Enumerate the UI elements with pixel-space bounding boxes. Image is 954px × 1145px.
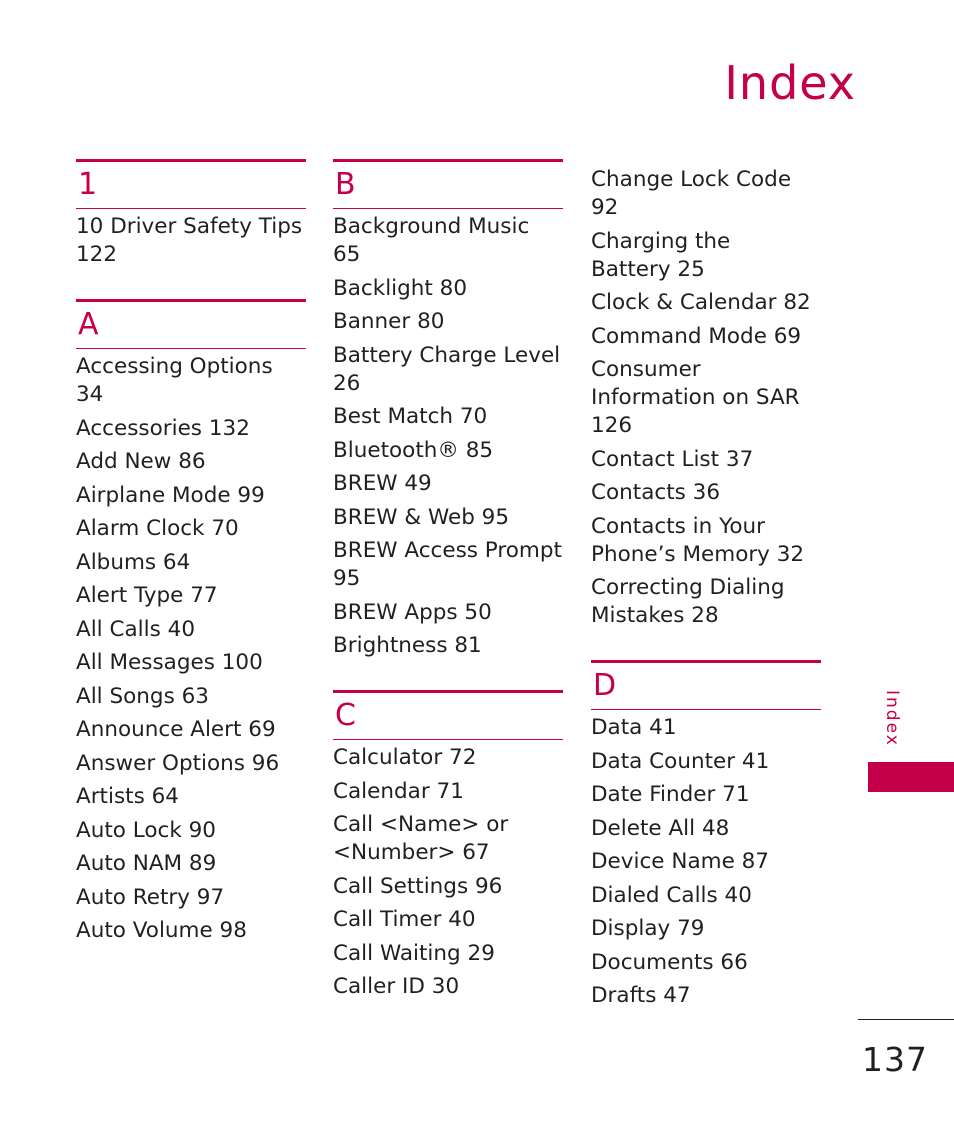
index-entry: Dialed Calls 40 bbox=[591, 882, 752, 908]
section-letter: A bbox=[78, 307, 99, 342]
index-column-2 bbox=[333, 159, 563, 1031]
page-title: Index bbox=[724, 56, 856, 110]
index-entry: Auto Volume 98 bbox=[76, 918, 247, 943]
index-entry: Data 41 bbox=[591, 715, 677, 740]
index-entry: Documents 66 bbox=[591, 949, 748, 975]
index-section bbox=[76, 299, 306, 945]
index-entry: All Messages 100 bbox=[76, 650, 263, 675]
section-header bbox=[333, 159, 563, 209]
index-entry: Caller ID 30 bbox=[333, 974, 460, 999]
index-entry: Brightness 81 bbox=[333, 633, 482, 658]
index-entry: Data Counter 41 bbox=[591, 748, 770, 774]
index-entry: Auto Retry 97 bbox=[76, 884, 225, 910]
index-entry: Call <Name> or <Number> 67 bbox=[333, 812, 509, 865]
index-entry: Artists 64 bbox=[76, 784, 179, 809]
section-letter: D bbox=[593, 668, 617, 703]
index-entry: Answer Options 96 bbox=[76, 750, 280, 776]
section-letter: C bbox=[335, 698, 356, 733]
index-entry: Command Mode 69 bbox=[591, 323, 802, 349]
index-entry: Call Waiting 29 bbox=[333, 940, 495, 966]
index-entry: Accessories 132 bbox=[76, 415, 250, 441]
index-entry: Clock & Calendar 82 bbox=[591, 290, 811, 315]
index-entry: Auto NAM 89 bbox=[76, 851, 217, 876]
index-column-1 bbox=[76, 159, 306, 975]
index-entry: All Calls 40 bbox=[76, 616, 196, 642]
index-entry: Device Name 87 bbox=[591, 849, 769, 874]
page-number: 137 bbox=[862, 1040, 928, 1079]
index-section bbox=[591, 660, 821, 1010]
side-tab-label: Index bbox=[882, 690, 902, 747]
index-entry: All Songs 63 bbox=[76, 683, 209, 709]
index-section bbox=[76, 159, 306, 269]
index-entry: Bluetooth® 85 bbox=[333, 437, 494, 463]
index-entry: 10 Driver Safety Tips 122 bbox=[76, 214, 303, 267]
index-entry: Change Lock Code 92 bbox=[591, 167, 792, 220]
index-entry: Contact List 37 bbox=[591, 446, 754, 472]
index-entry: Contacts in Your Phone’s Memory 32 bbox=[591, 513, 805, 567]
index-entry: Auto Lock 90 bbox=[76, 817, 216, 843]
index-entry: Best Match 70 bbox=[333, 404, 488, 429]
index-entry: Battery Charge Level 26 bbox=[333, 342, 561, 396]
index-entry: Correcting Dialing Mistakes 28 bbox=[591, 575, 785, 628]
index-entry: Charging the Battery 25 bbox=[591, 228, 731, 282]
index-entry: Delete All 48 bbox=[591, 815, 730, 841]
index-entry: Contacts 36 bbox=[591, 480, 721, 505]
index-entry: BREW Apps 50 bbox=[333, 599, 492, 625]
index-section bbox=[333, 690, 563, 1001]
page-number-divider bbox=[858, 1019, 954, 1020]
index-entry: Backlight 80 bbox=[333, 275, 468, 301]
index-entry: Alert Type 77 bbox=[76, 583, 218, 608]
index-entry: Alarm Clock 70 bbox=[76, 516, 239, 541]
index-entry: Add New 86 bbox=[76, 449, 206, 474]
index-section bbox=[591, 166, 821, 630]
index-entry: Calendar 71 bbox=[333, 778, 464, 804]
index-entry: BREW 49 bbox=[333, 471, 432, 496]
index-column-3 bbox=[591, 166, 821, 1040]
index-entry: Display 79 bbox=[591, 916, 705, 941]
index-section bbox=[333, 159, 563, 660]
index-entry: Calculator 72 bbox=[333, 745, 477, 770]
index-entry: Airplane Mode 99 bbox=[76, 482, 265, 508]
index-entry: Accessing Options 34 bbox=[76, 354, 273, 407]
index-entry: Banner 80 bbox=[333, 309, 445, 334]
section-header bbox=[333, 690, 563, 740]
section-letter: B bbox=[335, 167, 356, 202]
index-entry: Drafts 47 bbox=[591, 983, 691, 1008]
section-letter: 1 bbox=[78, 167, 98, 202]
index-entry: BREW Access Prompt 95 bbox=[333, 538, 562, 591]
side-tab-marker bbox=[868, 762, 954, 792]
index-entry: Albums 64 bbox=[76, 549, 191, 575]
index-entry: Call Timer 40 bbox=[333, 907, 476, 932]
index-entry: BREW & Web 95 bbox=[333, 504, 510, 530]
index-entry: Date Finder 71 bbox=[591, 782, 750, 807]
index-entry: Call Settings 96 bbox=[333, 873, 503, 899]
index-entry: Background Music 65 bbox=[333, 214, 530, 267]
index-entry: Consumer Information on SAR 126 bbox=[591, 357, 800, 438]
section-header bbox=[76, 299, 306, 349]
section-header bbox=[76, 159, 306, 209]
section-header bbox=[591, 660, 821, 710]
index-entry: Announce Alert 69 bbox=[76, 717, 276, 742]
